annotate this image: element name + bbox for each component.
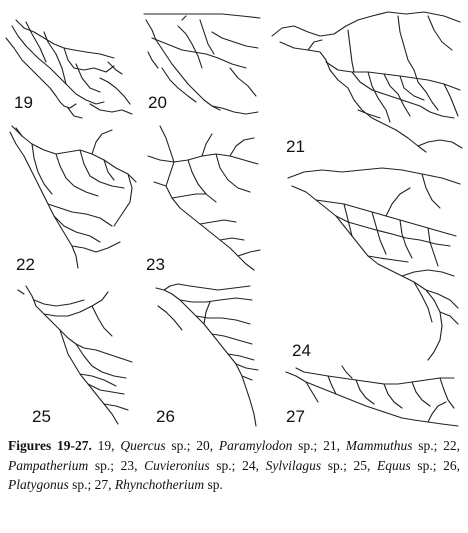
- track-map-22: [4, 122, 140, 274]
- figure-number-20: 20: [148, 93, 167, 112]
- figure-19-map: [4, 8, 136, 120]
- figure-20-map: [142, 8, 262, 120]
- figure-number-21: 21: [286, 137, 305, 156]
- figure-number-24: 24: [292, 341, 311, 360]
- caption-entry: 19, Quercus sp.;: [97, 438, 197, 453]
- track-map-23: [146, 122, 264, 274]
- caption-entry: 27, Rhynchotherium sp.: [94, 477, 223, 492]
- caption-label: Figures 19-27.: [8, 438, 92, 453]
- caption-entry: 26, Platygonus sp.;: [8, 457, 461, 492]
- figure-27-map: [282, 362, 464, 430]
- caption-entry: 20, Paramylodon sp.;: [196, 438, 324, 453]
- figure-number-26: 26: [156, 407, 175, 426]
- track-map-24: [282, 164, 464, 364]
- track-map-27: [282, 362, 464, 430]
- track-map-25: [4, 282, 140, 428]
- caption-entry: 25, Equus sp.;: [353, 457, 444, 473]
- figure-caption: [8, 436, 460, 495]
- caption-entry: 24, Sylvilagus sp.;: [242, 457, 354, 473]
- figure-21-map: [268, 6, 464, 158]
- figure-22-map: [4, 122, 140, 274]
- figure-24-map: [282, 164, 464, 364]
- figure-number-25: 25: [32, 407, 51, 426]
- caption-entry: 23, Cuvieronius sp.;: [120, 457, 243, 473]
- figure-26-map: [146, 282, 264, 428]
- figure-25-map: [4, 282, 140, 428]
- figure-number-22: 22: [16, 255, 35, 274]
- caption-entry: 22, Pampatherium sp.;: [8, 438, 461, 473]
- figure-number-27: 27: [286, 407, 305, 426]
- figure-number-19: 19: [14, 93, 33, 112]
- track-map-21: [268, 6, 464, 158]
- figure-number-23: 23: [146, 255, 165, 274]
- figure-23-map: [146, 122, 264, 274]
- caption-entry: 21, Mammuthus sp.;: [323, 438, 444, 453]
